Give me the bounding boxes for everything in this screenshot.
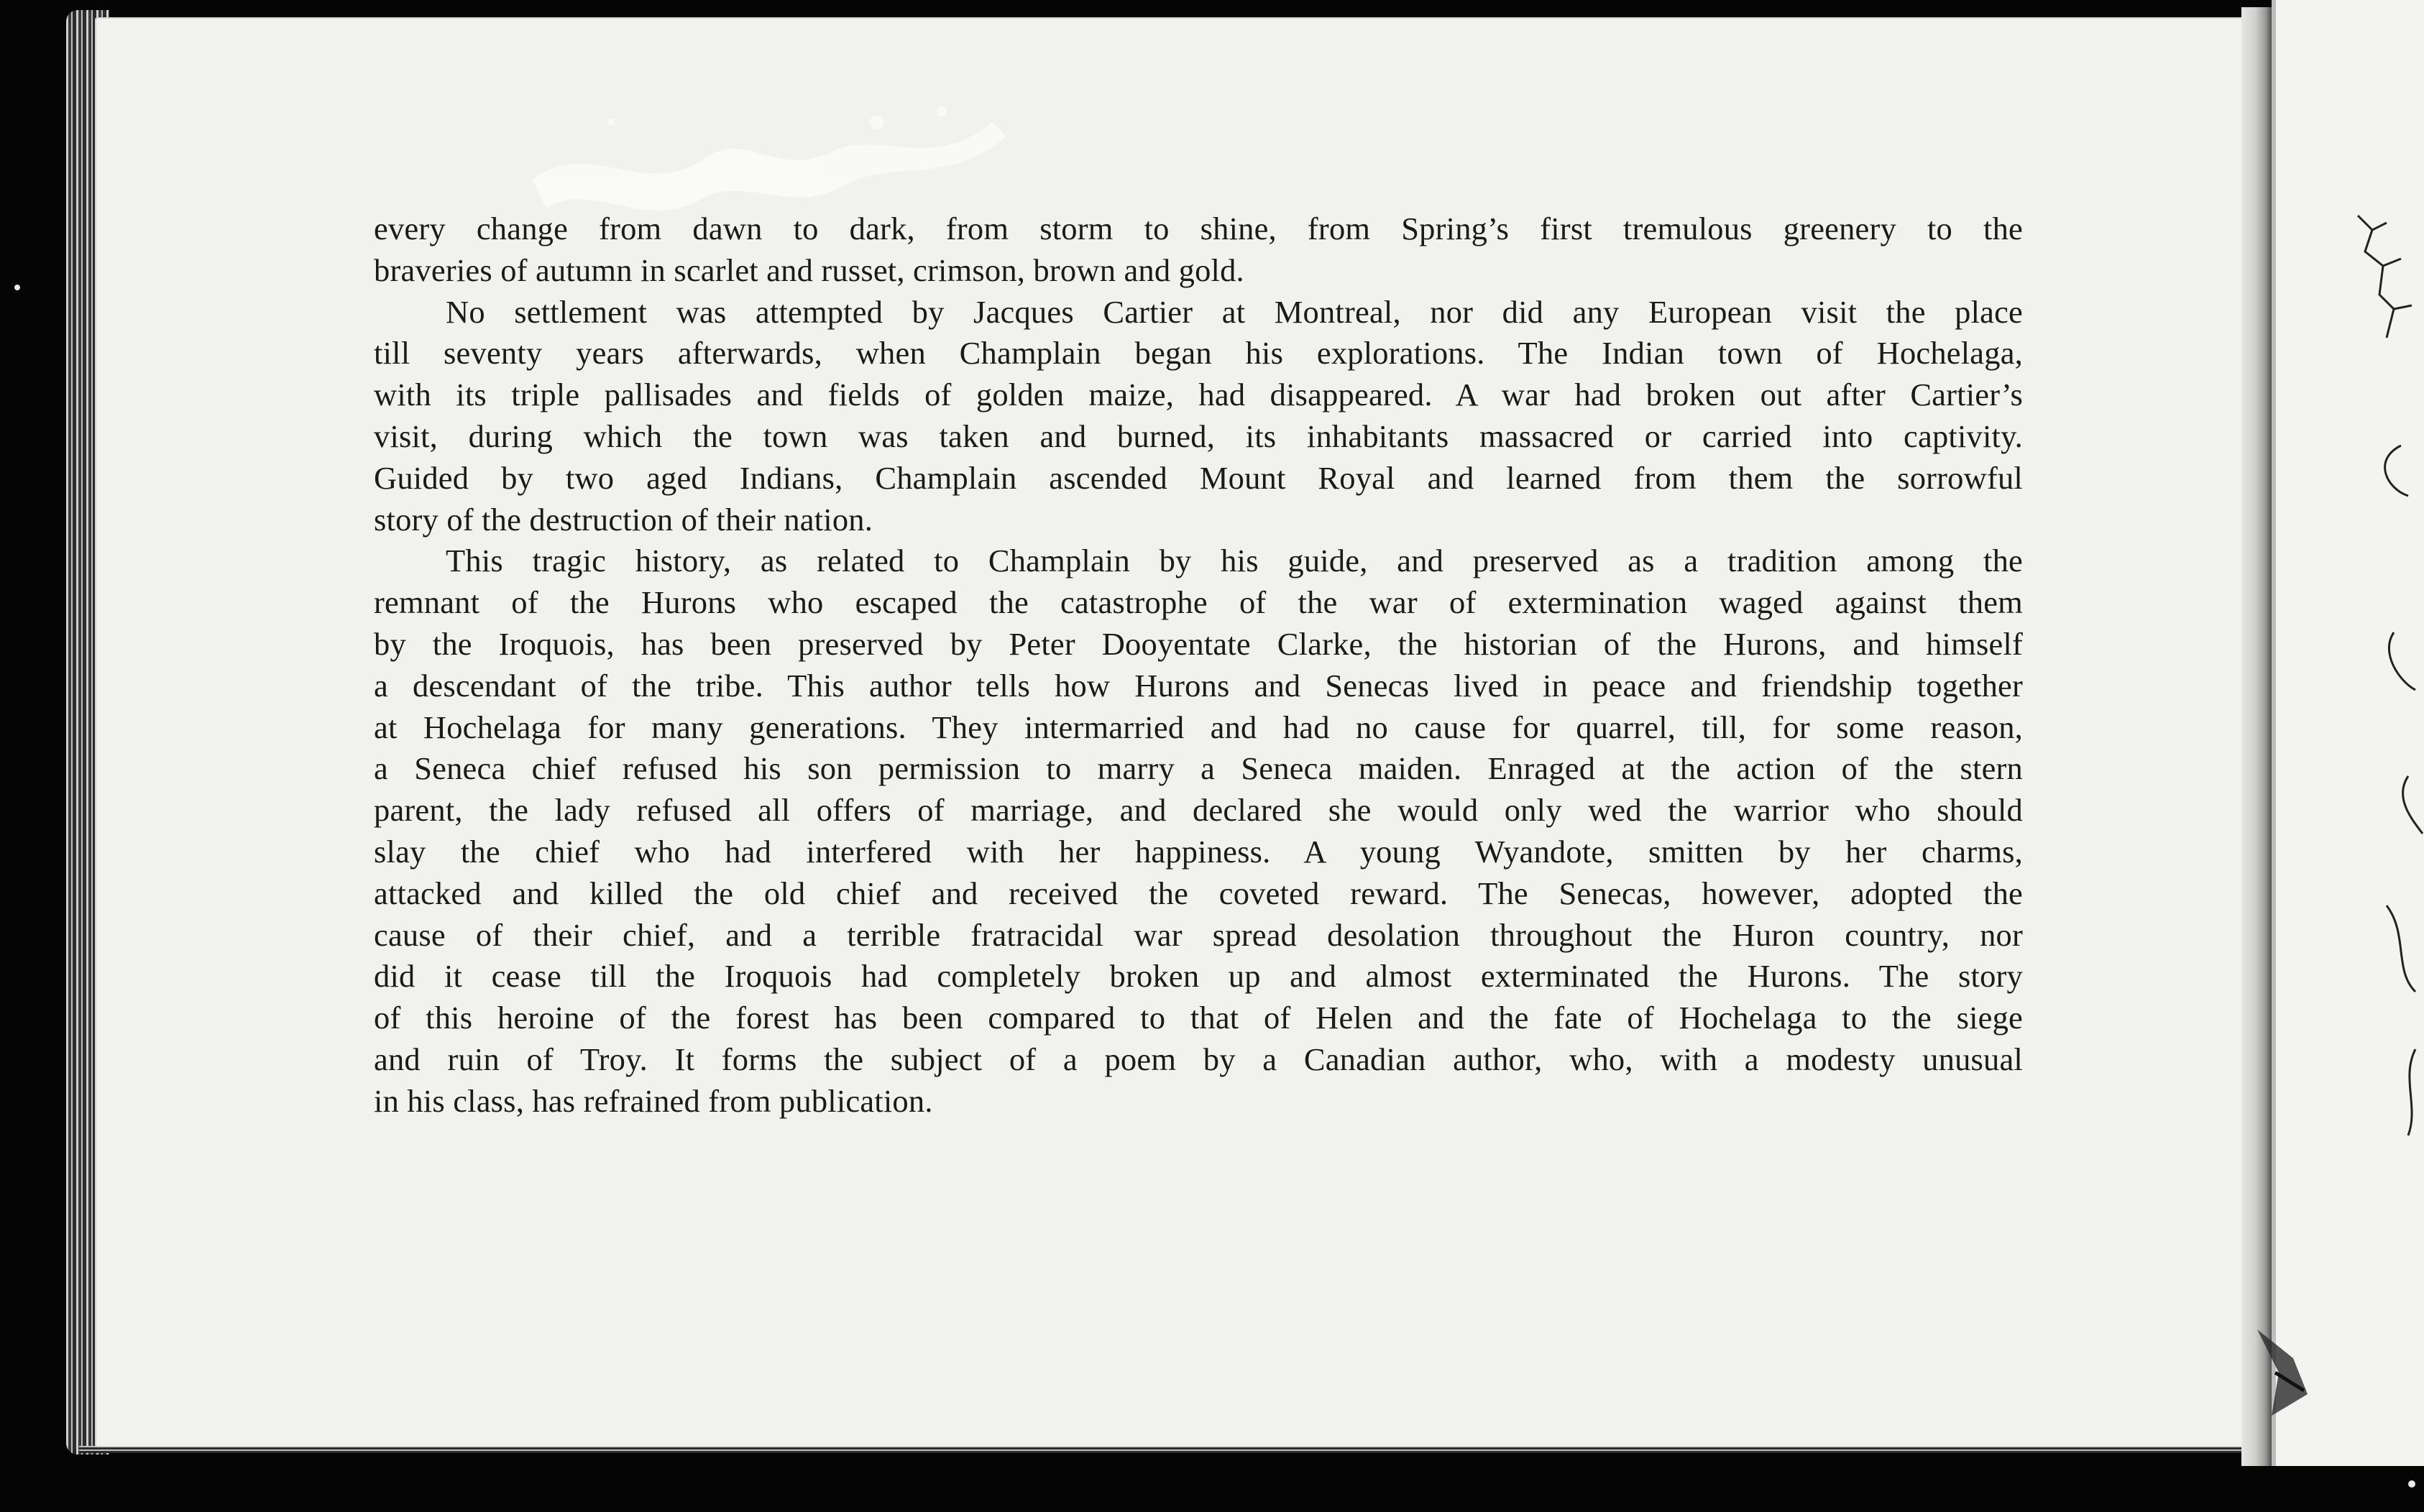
- text-line: of this heroine of the forest has been compared to that of Helen and the fate of Hochelaga to the siege: [374, 1000, 2023, 1036]
- text-line: a Seneca chief refused his son permission to marry a Seneca maiden. Enraged at the action of the stern: [374, 750, 2023, 787]
- paragraph-2: [374, 292, 2023, 541]
- text-line: Guided by two aged Indians, Champlain ascended Mount Royal and learned from them the sorrowful: [374, 459, 2023, 496]
- text-line: slay the chief who had interfered with her happiness. A young Wyandote, smitten by her charms,: [374, 833, 2023, 870]
- text-line: story of the destruction of their nation.: [374, 501, 873, 538]
- text-line: at Hochelaga for many generations. They intermarried and had no cause for quarrel, till, for some reason,: [374, 709, 2023, 745]
- text-line: braveries of autumn in scarlet and russet, crimson, brown and gold.: [374, 252, 1244, 288]
- paragraph-3: [374, 540, 2023, 1122]
- text-line: did it cease till the Iroquois had completely broken up and almost exterminated the Hurons. The story: [374, 958, 2023, 995]
- page-curl-shadow: [2250, 1329, 2315, 1423]
- text-line: visit, during which the town was taken and burned, its inhabitants massacred or carried into captivity.: [374, 418, 2023, 454]
- paragraph-1: [374, 208, 2023, 292]
- text-line: by the Iroquois, has been preserved by Peter Dooyentate Clarke, the historian of the Hurons, and himself: [374, 625, 2023, 662]
- text-line: This tragic history, as related to Champlain by his guide, and preserved as a tradition among the: [446, 543, 2023, 579]
- text-line: remnant of the Hurons who escaped the catastrophe of the war of extermination waged against them: [374, 584, 2023, 621]
- text-line: till seventy years afterwards, when Champlain began his explorations. The Indian town of Hochelaga,: [374, 335, 2023, 372]
- text-line: parent, the lady refused all offers of marriage, and declared she would only wed the warrior who should: [374, 792, 2023, 829]
- scan-speck: [14, 285, 20, 290]
- page-text: [374, 208, 2023, 1123]
- text-line: in his class, has refrained from publication.: [374, 1082, 933, 1119]
- book-gutter: [2241, 7, 2276, 1466]
- right-page-illustration: [2343, 187, 2424, 1193]
- text-line: with its triple pallisades and fields of golden maize, had disappeared. A war had broken out after Cartier’s: [374, 377, 2023, 413]
- text-line: No settlement was attempted by Jacques Cartier at Montreal, nor did any European visit the place: [446, 293, 2023, 330]
- text-line: cause of their chief, and a terrible fratracidal war spread desolation throughout the Huron country, nor: [374, 916, 2023, 953]
- text-line: and ruin of Troy. It forms the subject of a poem by a Canadian author, who, with a modesty unusual: [374, 1041, 2023, 1077]
- text-line: a descendant of the tribe. This author tells how Hurons and Senecas lived in peace and friendship together: [374, 667, 2023, 704]
- text-line: attacked and killed the old chief and received the coveted reward. The Senecas, however, adopted the: [374, 875, 2023, 911]
- text-line: every change from dawn to dark, from storm to shine, from Spring’s first tremulous greenery to the: [374, 211, 2023, 246]
- scan-speck: [2408, 1480, 2415, 1488]
